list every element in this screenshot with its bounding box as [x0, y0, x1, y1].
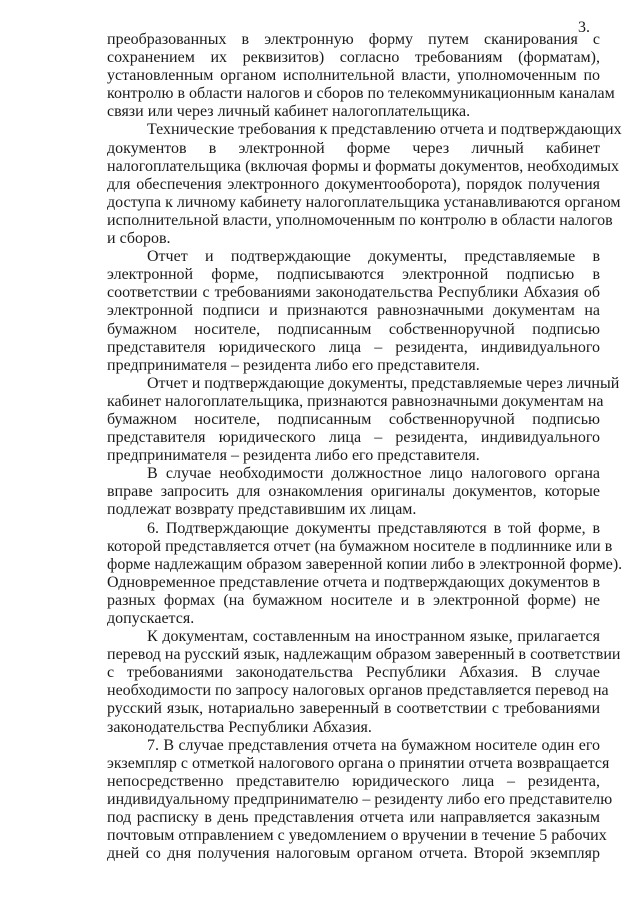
paragraph [107, 31, 615, 121]
text-line: Отчет и подтверждающие документы, представляемые через личный [147, 374, 620, 392]
text-line: которой представляется отчет (на бумажном носителе в подлиннике или в [107, 537, 613, 555]
page-number: 3. [578, 19, 590, 36]
text-line: и сборов. [107, 230, 171, 248]
text-line: русский язык, нотариально заверенный в соответствии с требованиями [107, 700, 600, 718]
text-line: электронной форме, подписываются электронной подписью в [107, 266, 600, 284]
text-line: документов в электронной форме через личный кабинет [107, 139, 600, 157]
text-line: представителя юридического лица – резидента, индивидуального [107, 338, 600, 356]
text-line: под расписку в день представления отчета или направляется заказным [107, 809, 600, 827]
text-line: предпринимателя – резидента либо его представителя. [107, 447, 480, 465]
text-line: необходимости по запросу налоговых органов представляется перевод на [107, 682, 609, 700]
text-line: непосредственно представителю юридического лица – резидента, [107, 772, 600, 790]
paragraph [107, 736, 613, 864]
text-line: бумажном носителе, подписанным собственноручной подписью [107, 320, 600, 338]
paragraph [107, 121, 622, 248]
text-line: законодательства Республики Абхазия. [107, 718, 372, 736]
text-line: исполнительной власти, уполномоченным по контролю в области налогов [107, 211, 613, 229]
document-body [107, 31, 623, 863]
text-line: Отчет и подтверждающие документы, представляемые в [147, 248, 600, 266]
text-line: с требованиями законодательства Республики Абхазия. В случае [107, 664, 600, 682]
text-line: допускается. [107, 610, 195, 627]
paragraph [107, 628, 621, 737]
paragraph [107, 248, 600, 375]
text-line: преобразованных в электронную форму путем сканирования с [107, 31, 600, 48]
text-line: для обеспечения электронного документооборота), порядок получения [107, 175, 600, 193]
text-line: дней со дня получения налоговым органом отчета. Второй экземпляр [107, 845, 600, 863]
text-line: кабинет налогоплательщика, признаются равнозначными документам на [107, 392, 604, 410]
text-line: установленным органом исполнительной власти, уполномоченным по [107, 67, 600, 85]
text-line: сохранением их реквизитов) согласно требованиям (форматам), [107, 49, 600, 67]
text-line: соответствии с требованиями законодательства Республики Абхазия об [107, 284, 600, 302]
text-line: почтовым отправлением с уведомлением о вручении в течение 5 рабочих [107, 827, 607, 845]
text-line: налогоплательщика (включая формы и форматы документов, необходимых [107, 157, 620, 175]
paragraph [107, 465, 600, 519]
text-line: В случае необходимости должностное лицо налогового органа [147, 465, 600, 483]
paragraph [107, 519, 623, 629]
text-line: экземпляр с отметкой налогового органа о принятии отчета возвращается [107, 754, 610, 772]
text-line: индивидуальному предпринимателю – резиденту либо его представителю [107, 790, 613, 808]
text-line: электронной подписи и признаются равнозначными документам на [107, 302, 600, 320]
text-line: К документам, составленным на иностранном языке, прилагается [147, 628, 600, 646]
text-line: связи или через личный кабинет налогоплательщика. [107, 103, 471, 121]
paragraph [107, 374, 620, 465]
text-line: вправе запросить для ознакомления оригиналы документов, которые [107, 483, 600, 501]
text-line: подлежат возврату представившим их лицам. [107, 501, 417, 519]
text-line: разных формах (на бумажном носителе и в электронной форме) не [107, 591, 600, 609]
text-line: Одновременное представление отчета и подтверждающих документов в [107, 573, 600, 591]
text-line: доступа к личному кабинету налогоплательщика устанавливаются органом [107, 193, 621, 211]
text-line: 7. В случае представления отчета на бумажном носителе один его [147, 736, 600, 754]
text-line: 6. Подтверждающие документы представляются в той форме, в [147, 519, 600, 537]
text-line: перевод на русский язык, надлежащим образом заверенный в соответствии [107, 646, 621, 664]
text-line: бумажном носителе, подписанным собственноручной подписью [107, 410, 600, 428]
text-line: представителя юридического лица – резидента, индивидуального [107, 429, 600, 447]
text-line: предпринимателя – резидента либо его представителя. [107, 356, 480, 374]
text-line: Технические требования к представлению отчета и подтверждающих [147, 121, 622, 139]
text-line: контролю в области налогов и сборов по телекоммуникационным каналам [107, 85, 615, 103]
text-line: форме надлежащим образом заверенной копии либо в электронной форме). [107, 555, 623, 573]
